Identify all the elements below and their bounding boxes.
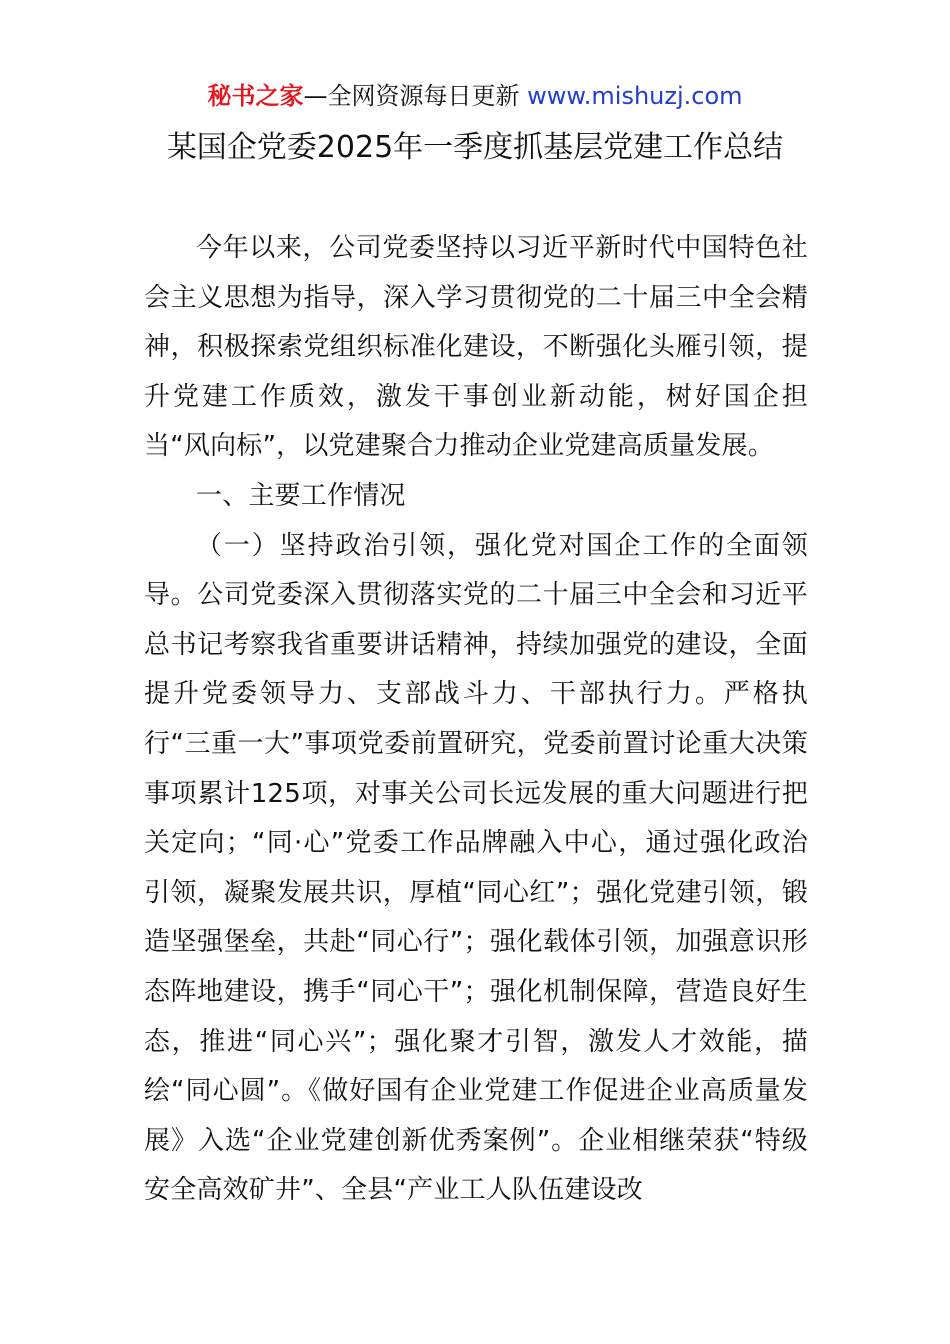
brand-name: 秘书之家 <box>207 82 304 110</box>
section-heading: 一、主要工作情况 <box>196 480 406 511</box>
header-tagline: —全网资源每日更新 <box>303 82 528 110</box>
intro-paragraph: 今年以来，公司党委坚持以习近平新时代中国特色社会主义思想为指导，深入学习贯彻党的二十届三中全会精神，积极探索党组织标准化建设，不断强化头雁引领，提升党建工作质效，激发干事创业新动能，树好国企担当“风向标”，以党建聚合力推动企业党建高质量发展。 <box>144 233 808 462</box>
site-url-link[interactable]: www.mishuzj.com <box>527 82 743 110</box>
body-paragraph: （一）坚持政治引领，强化党对国企工作的全面领导。公司党委深入贯彻落实党的二十届三中全会和习近平总书记考察我省重要讲话精神，持续加强党的建设，全面提升党委领导力、支部战斗力、干部执行力。严格执行“三重一大”事项党委前置研究，党委前置讨论重大决策事项累计125项，对事关公司长远发展的重大问题进行把关定向；“同·心”党委工作品牌融入中心，通过强化政治引领，凝聚发展共识，厚植“同心红”；强化党建引领，锻造坚强堡垒，共赴“同心行”；强化载体引领，加强意识形态阵地建设，携手“同心干”；强化机制保障，营造良好生态，推进“同心兴”；强化聚才引智，激发人才效能，描绘“同心圆”。《做好国有企业党建工作促进企业高质量发展》入选“企业党建创新优秀案例”。企业相继荣获“特级安全高效矿井”、全县“产业工人队伍建设改 <box>144 530 808 1206</box>
document-body <box>144 224 808 1216</box>
document-title: 某国企党委2025年一季度抓基层党建工作总结 <box>166 130 784 165</box>
site-header <box>0 80 950 112</box>
